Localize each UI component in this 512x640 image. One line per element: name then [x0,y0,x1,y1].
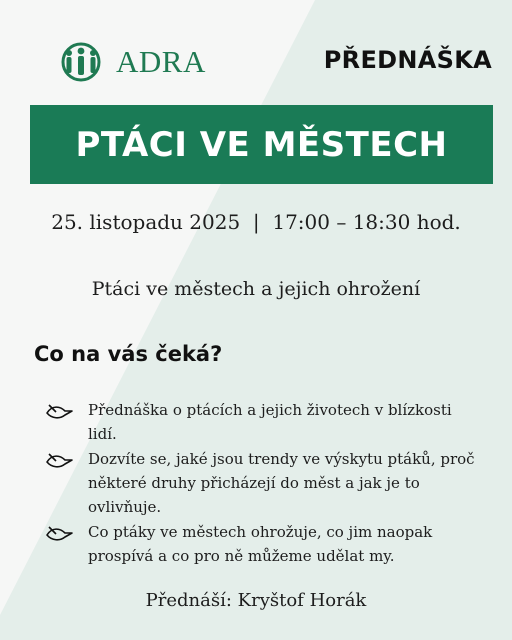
adra-logo [52,40,206,84]
adra-people-circle-icon [52,42,110,82]
page-title: PTÁCI VE MĚSTECH [75,124,448,165]
event-type-label: PŘEDNÁŠKA [323,46,492,74]
bullet-list [44,398,484,569]
bullet-text: Přednáška o ptácích a jejich životech v blízkosti lidí. [88,401,452,443]
presenter: Přednáší: Kryštof Horák [145,590,367,611]
bird-bullet-icon [44,449,74,471]
list-item [44,398,484,446]
list-item [44,447,484,519]
section-title: Co na vás čeká? [34,342,223,366]
bullet-text: Co ptáky ve městech ohrožuje, co jim naopak prospívá a co pro ně můžeme udělat my. [88,523,433,565]
bird-bullet-icon [44,522,74,544]
list-item [44,520,484,568]
bird-bullet-icon [44,400,74,422]
title-banner [30,105,493,184]
logo-text: ADRA [116,44,206,79]
event-topic: Ptáci ve městech a jejich ohrožení [91,278,421,300]
event-datetime: 25. listopadu 2025 | 17:00 – 18:30 hod. [51,210,461,234]
bullet-text: Dozvíte se, jaké jsou trendy ve výskytu ptáků, proč některé druhy přicházejí do měst a jak je to ovlivňuje. [88,450,475,516]
